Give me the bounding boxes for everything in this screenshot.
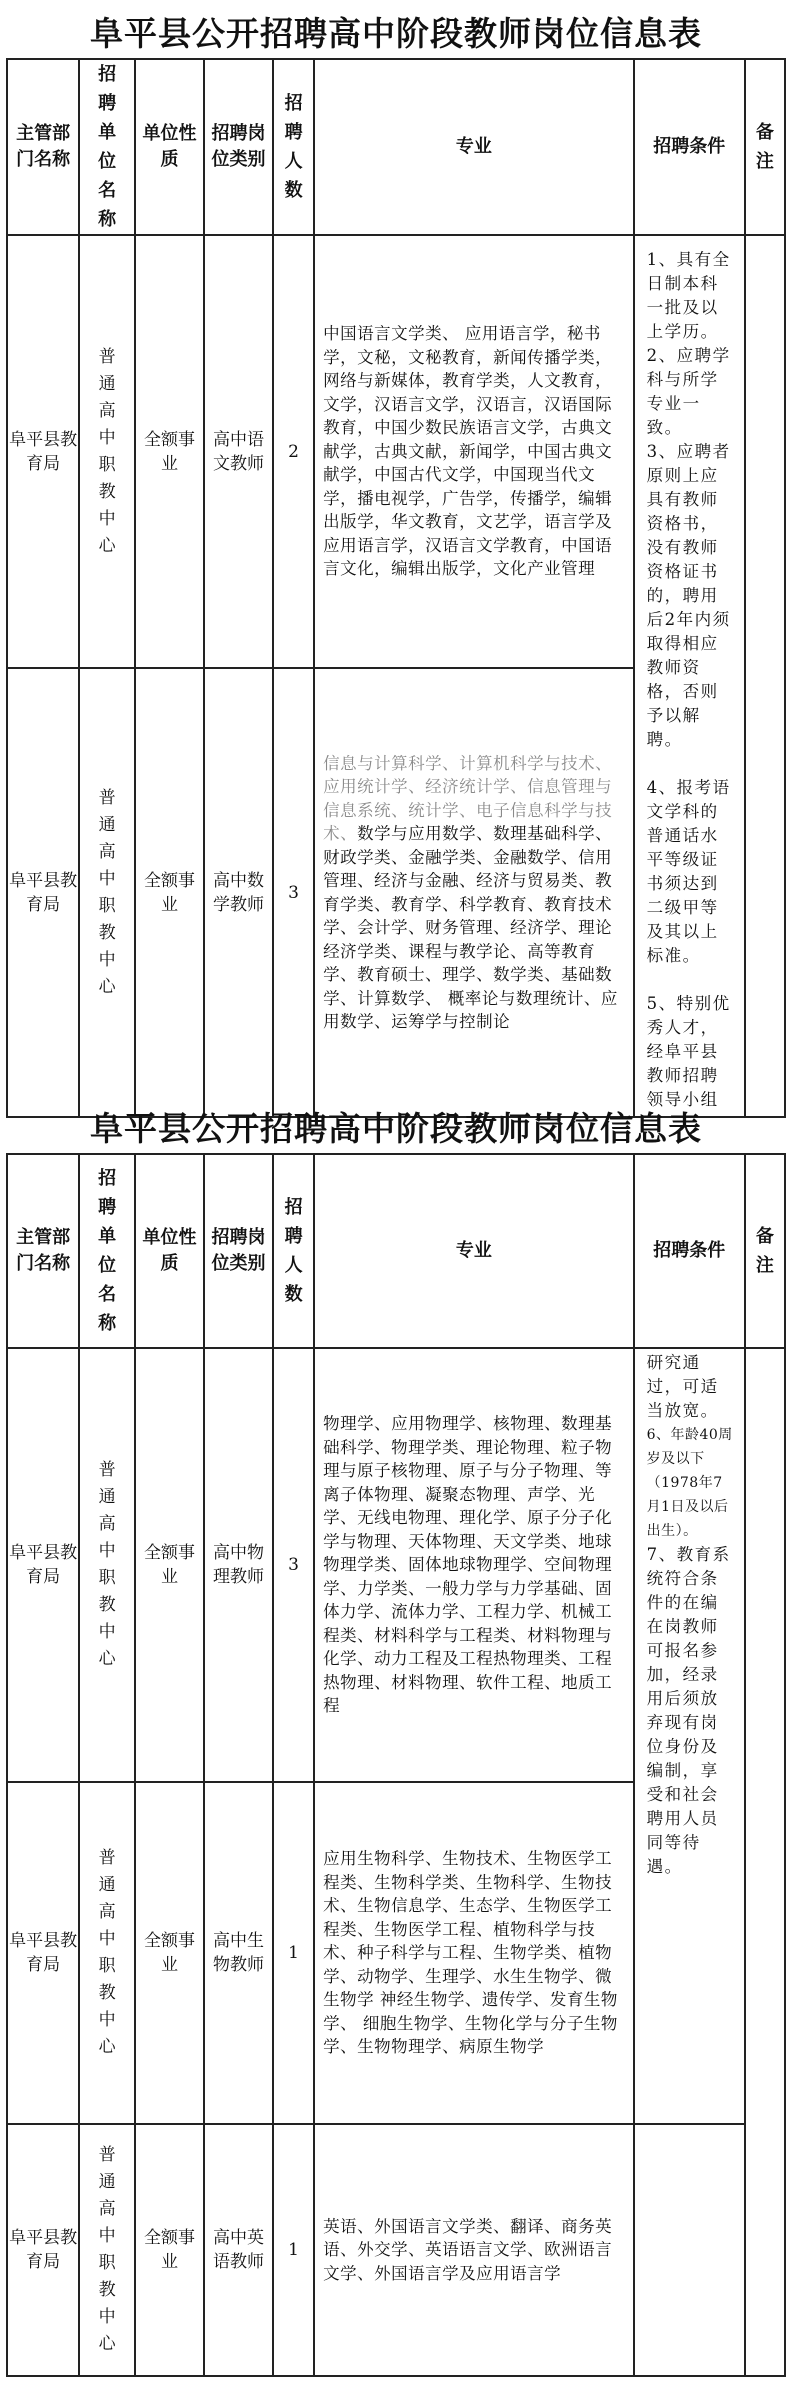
- header-count: 招聘人数: [273, 59, 314, 235]
- nature-cell: 全额事业: [135, 2124, 204, 2376]
- header-conditions: 招聘条件: [634, 1154, 745, 1348]
- unit-cell: 普通高中职教中心: [79, 235, 135, 668]
- nature-cell: 全额事业: [135, 1782, 204, 2124]
- condition-5-continued: 研究通过，可适当放宽。: [646, 1353, 719, 1420]
- major-faded-text: 信息与计算科学、计算机科学与技术、应用统计学、经济统计学、信息管理与信息系统、统计学、电子信息科学与技术、: [323, 753, 613, 844]
- table-row: [7, 235, 785, 668]
- unit-cell: 普通高中职教中心: [79, 2124, 135, 2376]
- count-cell: 1: [273, 1782, 314, 2124]
- category-cell: 高中语文教师: [204, 235, 273, 668]
- header-dept: 主管部门名称: [7, 1154, 79, 1348]
- header-category: 招聘岗位类别: [204, 59, 273, 235]
- count-cell: 2: [273, 235, 314, 668]
- header-major: 专业: [314, 59, 633, 235]
- conditions-cell-empty: [634, 2124, 745, 2376]
- page-title-2: 阜平县公开招聘高中阶段教师岗位信息表: [90, 1109, 702, 1148]
- unit-cell: 普通高中职教中心: [79, 668, 135, 1117]
- recruitment-table-page-1: [6, 58, 786, 1118]
- header-major: 专业: [314, 1154, 633, 1348]
- header-row: [7, 59, 785, 235]
- recruitment-table-page-2: [6, 1153, 786, 2377]
- major-cell: 中国语言文学类、 应用语言学，秘书学，文秘，文秘教育，新闻传播学类， 网络与新媒体，教育学类，人文教育，文学，汉语言文学，汉语言，汉语国际教育，中国少数民族语言文学，古典文献学，古典文献，新闻学，中国古典文献学，中国古代文学，中国现当代文学，播电视学，广告学，传播学，编辑出版学，华文教育，文艺学，语言学及应用语言学，汉语言文学教育，中国语言文化，编辑出版学，文化产业管理: [314, 235, 633, 668]
- condition-7: 7、教育系统符合条件的在编在岗教师可报名参加，经录用后须放弃现有岗位身份及编制，享受和社会聘用人员同等待遇。: [646, 1545, 731, 1876]
- major-cell: 物理学、应用物理学、核物理、数理基础科学、物理学类、理论物理、粒子物理与原子核物理、原子与分子物理、等离子体物理、凝聚态物理、声学、光学、无线电物理、理化学、原子分子化学与物理、天体物理、天文学类、地球物理学类、固体地球物理学、空间物理学、力学类、一般力学与力学基础、固体力学、流体力学、工程力学、机械工程类、材料科学与工程类、材料物理与化学、动力工程及工程热物理类、工程热物理、材料物理、软件工程、地质工程: [314, 1348, 633, 1782]
- table-row: [7, 1348, 785, 1782]
- condition-2: 2、应聘学科与所学专业一致。: [646, 346, 731, 437]
- header-unit: 招聘单位名称: [79, 59, 135, 235]
- header-nature: 单位性质: [135, 59, 204, 235]
- header-count: 招聘人数: [273, 1154, 314, 1348]
- category-cell: 高中数学教师: [204, 668, 273, 1117]
- dept-cell: 阜平县教育局: [7, 1348, 79, 1782]
- unit-cell: 普通高中职教中心: [79, 1782, 135, 2124]
- unit-cell: 普通高中职教中心: [79, 1348, 135, 1782]
- header-dept: 主管部门名称: [7, 59, 79, 235]
- major-cell: 英语、外国语言文学类、翻译、商务英语、外交学、英语语言文学、欧洲语言文学、外国语言学及应用语言学: [314, 2124, 633, 2376]
- header-nature: 单位性质: [135, 1154, 204, 1348]
- condition-1: 1、具有全日制本科一批及以上学历。: [646, 250, 731, 341]
- major-cell: 应用生物科学、生物技术、生物医学工程类、生物科学类、生物科学、生物技术、生物信息学、生态学、生物医学工程类、生物医学工程、植物科学与技术、种子科学与工程、生物学类、植物学、动物学、生理学、水生生物学、微生物学 神经生物学、遗传学、发育生物学、 细胞生物学、生物化学与分子生物学、生物物理学、病原生物学: [314, 1782, 633, 2124]
- nature-cell: 全额事业: [135, 668, 204, 1117]
- dept-cell: 阜平县教育局: [7, 235, 79, 668]
- header-unit: 招聘单位名称: [79, 1154, 135, 1348]
- condition-4: 4、报考语文学科的普通话水平等级证书须达到二级甲等及其以上标准。: [646, 778, 731, 965]
- count-cell: 3: [273, 668, 314, 1117]
- condition-3: 3、应聘者原则上应具有教师资格书，没有教师资格证书的，聘用后2年内须取得相应教师资格，否则予以解聘。: [646, 442, 731, 749]
- condition-6: 6、年龄40周岁及以下（1978年7月1日及以后出生）。: [646, 1427, 733, 1539]
- count-cell: 1: [273, 2124, 314, 2376]
- remark-cell: [745, 235, 785, 1117]
- header-remark: 备注: [745, 1154, 785, 1348]
- dept-cell: 阜平县教育局: [7, 668, 79, 1117]
- header-conditions: 招聘条件: [634, 59, 745, 235]
- conditions-cell: [634, 235, 745, 1117]
- major-text: 数学与应用数学、数理基础科学、财政学类、金融学类、金融数学、信用管理、经济与金融、经济与贸易类、教育学类、教育学、科学教育、教育技术学、会计学、财务管理、经济学、理论经济学类、课程与教学论、高等教育学、教育硕士、理学、数学类、基础数学、计算数学、 概率论与数理统计、应用数学、运筹学与控制论: [323, 824, 618, 1032]
- dept-cell: 阜平县教育局: [7, 2124, 79, 2376]
- header-category: 招聘岗位类别: [204, 1154, 273, 1348]
- major-cell: [314, 668, 633, 1117]
- nature-cell: 全额事业: [135, 1348, 204, 1782]
- page-title: 阜平县公开招聘高中阶段教师岗位信息表: [90, 14, 702, 53]
- count-cell: 3: [273, 1348, 314, 1782]
- conditions-cell: [634, 1348, 745, 2124]
- nature-cell: 全额事业: [135, 235, 204, 668]
- dept-cell: 阜平县教育局: [7, 1782, 79, 2124]
- category-cell: 高中英语教师: [204, 2124, 273, 2376]
- header-row: [7, 1154, 785, 1348]
- category-cell: 高中物理教师: [204, 1348, 273, 1782]
- category-cell: 高中生物教师: [204, 1782, 273, 2124]
- table-row: [7, 2124, 785, 2376]
- header-remark: 备注: [745, 59, 785, 235]
- condition-5: 5、特别优秀人才，经阜平县教师招聘领导小组: [646, 994, 731, 1109]
- remark-cell: [745, 1348, 785, 2376]
